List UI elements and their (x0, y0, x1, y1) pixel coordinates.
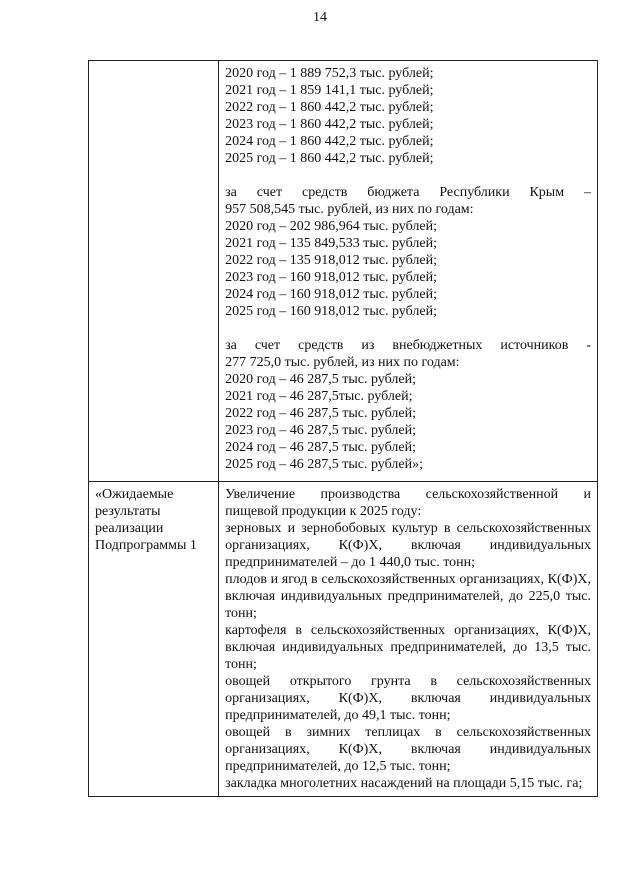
row1-right-cell (219, 61, 598, 482)
funding-line: 2025 год – 46 287,5 тыс. рублей»; (225, 457, 423, 472)
result-item: овощей в зимних теплицах в сельскохозяйственных организациях, К(Ф)Х, включая индивидуальных предпринимателей, до 12,5 тыс. тонн; (225, 725, 591, 774)
funding-line: 2025 год – 1 860 442,2 тыс. рублей; (225, 151, 434, 166)
funding-line: 2021 год – 46 287,5тыс. рублей; (225, 389, 413, 404)
funding-line: 2020 год – 46 287,5 тыс. рублей; (225, 372, 416, 387)
extrabudget-total: 277 725,0 тыс. рублей, из них по годам: (225, 355, 460, 370)
crimea-budget-heading: за счет средств бюджета Республики Крым – (225, 185, 591, 200)
crimea-budget-total: 957 508,545 тыс. рублей, из них по годам: (225, 202, 474, 217)
program-table (88, 60, 598, 797)
expected-results-label: результаты (95, 504, 161, 519)
expected-results-label: реализации (95, 521, 164, 536)
expected-results-label: Подпрограммы 1 (95, 538, 197, 553)
funding-line: 2025 год – 160 918,012 тыс. рублей; (225, 304, 437, 319)
funding-line: 2020 год – 202 986,964 тыс. рублей; (225, 219, 437, 234)
result-item: овощей открытого грунта в сельскохозяйственных организациях, К(Ф)Х, включая индивидуальных предпринимателей, до 49,1 тыс. тонн; (225, 674, 591, 723)
funding-line: 2024 год – 46 287,5 тыс. рублей; (225, 440, 416, 455)
funding-line: 2022 год – 46 287,5 тыс. рублей; (225, 406, 416, 421)
funding-line: 2021 год – 135 849,533 тыс. рублей; (225, 236, 437, 251)
extrabudget-heading: за счет средств из внебюджетных источников - (225, 338, 591, 353)
result-item: зерновых и зернобобовых культур в сельскохозяйственных организациях, К(Ф)Х, включая индивидуальных предпринимателей – до 1 440,0 тыс. тонн; (225, 521, 591, 570)
row1-left-cell (89, 61, 219, 482)
table-row (89, 61, 598, 482)
funding-line: 2023 год – 46 287,5 тыс. рублей; (225, 423, 416, 438)
funding-line: 2024 год – 160 918,012 тыс. рублей; (225, 287, 437, 302)
table-row (89, 482, 598, 797)
results-intro: пищевой продукции к 2025 году: (225, 504, 422, 519)
row2-left-cell (89, 482, 219, 797)
row2-right-cell (219, 482, 598, 797)
funding-line: 2022 год – 1 860 442,2 тыс. рублей; (225, 100, 434, 115)
funding-line: 2021 год – 1 859 141,1 тыс. рублей; (225, 83, 434, 98)
page-number: 14 (313, 10, 327, 25)
funding-line: 2023 год – 160 918,012 тыс. рублей; (225, 270, 437, 285)
expected-results-label: «Ожидаемые (95, 487, 174, 502)
results-intro: Увеличение производства сельскохозяйственной и (225, 487, 591, 502)
result-item: картофеля в сельскохозяйственных организациях, К(Ф)Х, включая индивидуальных предпринимателей, до 13,5 тыс. тонн; (225, 623, 591, 672)
result-item: плодов и ягод в сельскохозяйственных организациях, К(Ф)Х, включая индивидуальных предпринимателей, до 225,0 тыс. тонн; (225, 572, 591, 621)
funding-line: 2020 год – 1 889 752,3 тыс. рублей; (225, 66, 434, 81)
funding-line: 2022 год – 135 918,012 тыс. рублей; (225, 253, 437, 268)
result-item: закладка многолетних насаждений на площади 5,15 тыс. га; (225, 776, 583, 791)
funding-line: 2023 год – 1 860 442,2 тыс. рублей; (225, 117, 434, 132)
funding-line: 2024 год – 1 860 442,2 тыс. рублей; (225, 134, 434, 149)
